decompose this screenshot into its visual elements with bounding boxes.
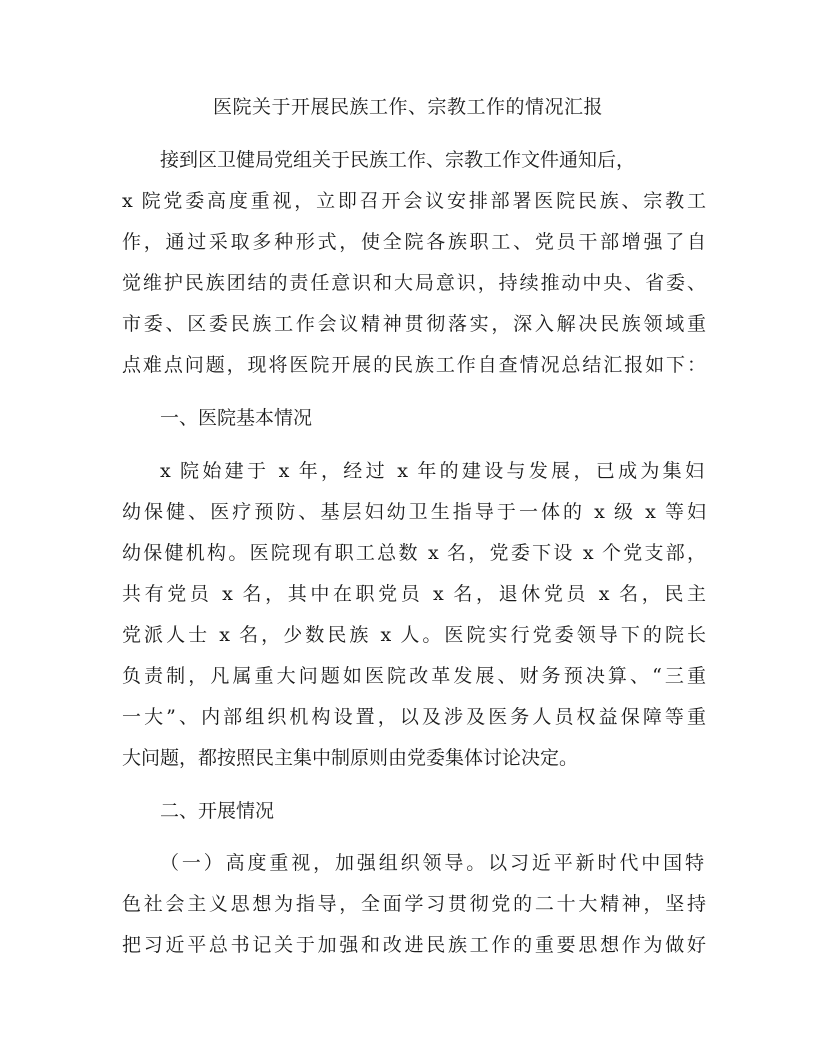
section-2-line-2: 色社会主义思想为指导，全面学习贯彻党的二十大精神，坚持 [122,893,706,915]
section-2-line-1: （一）高度重视，加强组织领导。以习近平新时代中国特 [160,852,704,874]
section-1-line-8: 大问题，都按照民主集中制原则由党委集体讨论决定。 [122,747,579,769]
section-1-line-4: 共有党员 x 名，其中在职党员 x 名，退休党员 x 名，民主 [122,583,706,605]
section-1-line-1: x 院始建于 x 年，经过 x 年的建设与发展，已成为集妇 [160,460,704,482]
document-title: 医院关于开展民族工作、宗教工作的情况汇报 [212,96,603,118]
intro-line-1: 接到区卫健局党组关于民族工作、宗教工作文件通知后， [160,149,636,171]
section-1-heading: 一、医院基本情况 [160,407,313,429]
section-1-line-5: 党派人士 x 名，少数民族 x 人。医院实行党委领导下的院长 [122,624,706,646]
intro-line-4: 觉维护民族团结的责任意识和大局意识，持续推动中央、省委、 [122,272,706,294]
section-2-line-3: 把习近平总书记关于加强和改进民族工作的重要思想作为做好 [122,934,706,956]
intro-line-2: x 院党委高度重视，立即召开会议安排部署医院民族、宗教工 [122,190,706,212]
section-1-line-7: 一大”、内部组织机构设置，以及涉及医务人员权益保障等重 [122,706,706,728]
intro-line-6: 点难点问题，现将医院开展的民族工作自查情况总结汇报如下： [122,354,706,376]
section-1-line-6: 负责制，凡属重大问题如医院改革发展、财务预决算、“三重 [122,665,706,687]
section-1-line-3: 幼保健机构。医院现有职工总数 x 名，党委下设 x 个党支部， [122,542,706,564]
section-1-line-2: 幼保健、医疗预防、基层妇幼卫生指导于一体的 x 级 x 等妇 [122,501,706,523]
intro-line-3: 作，通过采取多种形式，使全院各族职工、党员干部增强了自 [122,231,706,253]
section-2-heading: 二、开展情况 [160,800,275,822]
intro-line-5: 市委、区委民族工作会议精神贯彻落实，深入解决民族领域重 [122,313,706,335]
